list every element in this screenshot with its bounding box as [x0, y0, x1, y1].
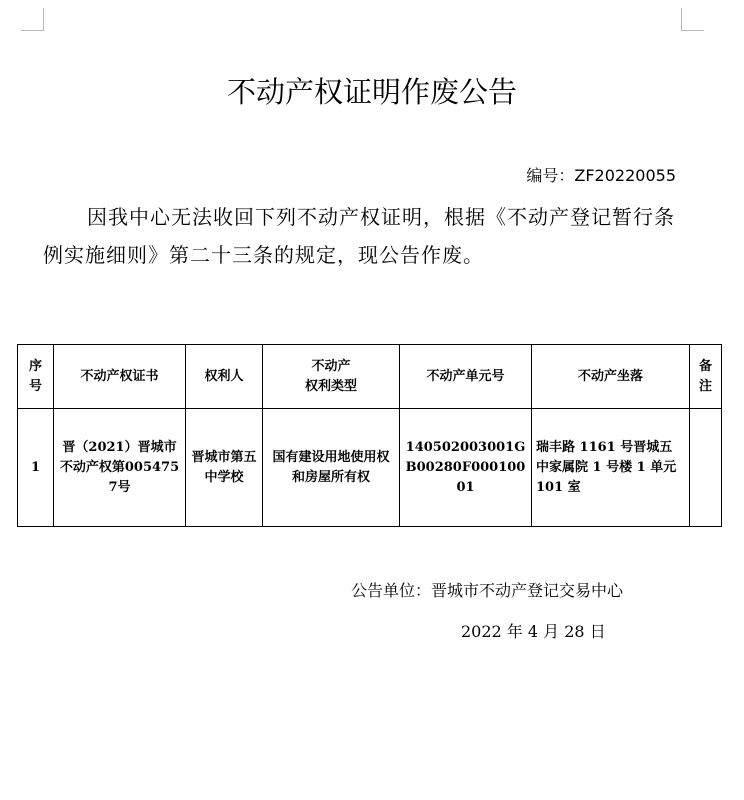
void-certificate-table: [17, 344, 722, 527]
header-unit-number: 不动产单元号: [400, 345, 532, 409]
announcement-date: 2022 年 4 月 28 日: [461, 622, 606, 641]
page-corner-mark-top-right: [681, 8, 704, 31]
document-number: 编号：ZF20220055: [526, 166, 676, 185]
table-row: [18, 409, 722, 527]
cell-right-holder: 晋城市第五中学校: [186, 409, 263, 527]
notice-paragraph: 因我中心无法收回下列不动产权证明，根据《不动产登记暂行条例实施细则》第二十三条的规定，现公告作废。: [43, 205, 675, 267]
header-location: 不动产坐落: [532, 345, 690, 409]
header-right-holder: 权利人: [186, 345, 263, 409]
header-right-type: 不动产 权利类型: [263, 345, 400, 409]
announcing-unit: 公告单位：晋城市不动产登记交易中心: [351, 581, 624, 600]
header-certificate: 不动产权证书: [54, 345, 186, 409]
cell-certificate: 晋（2021）晋城市不动产权第0054757号: [54, 409, 186, 527]
document-title: 不动产权证明作废公告: [226, 75, 517, 109]
header-serial-number: 序 号: [18, 345, 54, 409]
page-corner-mark-top-left: [21, 8, 44, 31]
cell-serial-number: 1: [18, 409, 54, 527]
cell-remarks: [690, 409, 722, 527]
cell-right-type: 国有建设用地使用权和房屋所有权: [263, 409, 400, 527]
cell-unit-number: 140502003001GB00280F00010001: [400, 409, 532, 527]
cell-location: 瑞丰路 1161 号晋城五中家属院 1 号楼 1 单元 101 室: [532, 409, 690, 527]
table-header-row: [18, 345, 722, 409]
header-remarks: 备 注: [690, 345, 722, 409]
